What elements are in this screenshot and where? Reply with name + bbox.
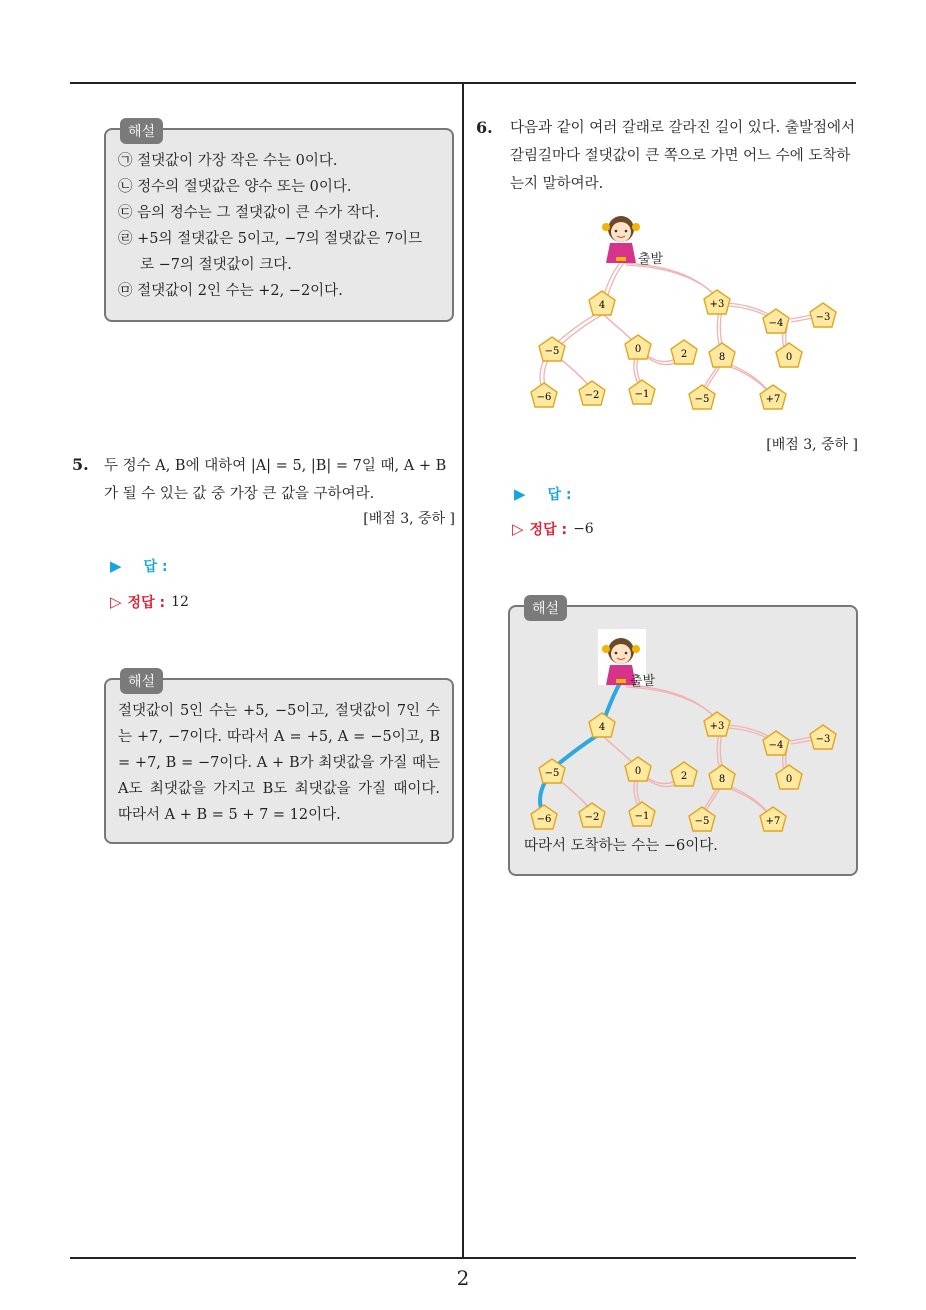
node-label: 0	[634, 344, 642, 355]
node	[709, 343, 735, 367]
explanation-line: ㉠ 절댓값이 가장 작은 수는 0이다.	[118, 153, 338, 169]
node	[579, 803, 605, 827]
node-label: −2	[584, 812, 600, 823]
question-5-meta: [배점 3, 중하 ]	[363, 511, 455, 527]
girl-icon	[602, 216, 640, 263]
node	[539, 337, 565, 361]
explanation-line: ㉤ 절댓값이 2인 수는 +2, −2이다.	[118, 283, 343, 299]
correct-value: −6	[573, 521, 594, 537]
question-6-text: 다음과 같이 여러 갈래로 갈라진 길이 있다. 출발점에서 갈림길마다 절댓값이 큰 쪽으로 가면 어느 수에 도착하는지 말하여라.	[510, 120, 856, 192]
node	[689, 385, 715, 409]
explanation-line: ㉣ +5의 절댓값은 5이고, −7의 절댓값은 7이므	[118, 231, 423, 247]
answer-label: 답 :	[547, 487, 572, 503]
node	[589, 291, 615, 315]
question-6-answer-row	[514, 484, 572, 504]
node	[671, 762, 697, 786]
question-5-number: 5.	[72, 455, 89, 474]
question-6-meta: [배점 3, 중하 ]	[766, 437, 858, 453]
node-label: −5	[694, 816, 710, 827]
node-label: 4	[598, 722, 606, 733]
node-label: −4	[768, 740, 784, 751]
node	[629, 802, 655, 826]
node-label: +3	[709, 721, 725, 732]
highlighted-path	[540, 683, 620, 811]
node	[810, 303, 836, 327]
node-label: 4	[598, 300, 606, 311]
node	[531, 805, 557, 829]
node-label: +3	[709, 299, 725, 310]
node-label: −1	[634, 811, 650, 822]
explanation-tag: 해설	[524, 595, 567, 621]
node-label: −2	[584, 390, 600, 401]
explanation-box-q6	[508, 601, 858, 876]
node-label: −4	[768, 318, 784, 329]
path-tree-diagram	[520, 205, 860, 415]
node	[704, 290, 730, 314]
node-label: −6	[536, 392, 552, 403]
explanation-box-q5	[104, 674, 454, 844]
node-label: −3	[815, 734, 831, 745]
node	[776, 343, 802, 367]
node	[589, 713, 615, 737]
correct-triangle-icon: ▷	[110, 593, 122, 611]
explanation-tag: 해설	[120, 668, 163, 694]
question-5-answer-row	[110, 556, 168, 576]
node	[704, 712, 730, 736]
node	[776, 765, 802, 789]
node-label: 8	[718, 352, 726, 363]
question-5-correct-row	[110, 592, 189, 612]
explanation-line: 로 −7의 절댓값이 크다.	[140, 257, 292, 273]
node-label: 2	[680, 349, 688, 360]
explanation-line: ㉡ 정수의 절댓값은 양수 또는 0이다.	[118, 179, 352, 195]
bottom-rule	[70, 1257, 856, 1259]
node-label: −3	[815, 312, 831, 323]
explanation-q6-text: 따라서 도착하는 수는 −6이다.	[524, 838, 718, 854]
explanation-tag: 해설	[120, 118, 163, 144]
node-label: 0	[785, 774, 793, 785]
node	[579, 381, 605, 405]
explanation-box-prev	[104, 124, 454, 322]
question-5-text: 두 정수 A, B에 대하여 |A| = 5, |B| = 7일 때, A + B가 될 수 있는 값 중 가장 큰 값을 구하여라.	[104, 458, 447, 502]
node-label: 0	[785, 352, 793, 363]
correct-label: 정답 :	[127, 595, 166, 611]
correct-triangle-icon: ▷	[512, 520, 524, 538]
question-6-number: 6.	[476, 118, 493, 137]
node-label: −1	[634, 389, 650, 400]
node-label: −5	[694, 394, 710, 405]
node	[763, 309, 789, 333]
start-label: 출발	[630, 674, 656, 689]
node	[531, 383, 557, 407]
node-label: −6	[536, 814, 552, 825]
node-label: 8	[718, 774, 726, 785]
correct-label: 정답 :	[529, 522, 568, 538]
answer-label: 답 :	[143, 559, 168, 575]
explanation-q5-text: 절댓값이 5인 수는 +5, −5이고, 절댓값이 7인 수는 +7, −7이다. 따라서 A = +5, A = −5이고, B = +7, B = −7이다. A + B가 최댓값을 가질 때는 A도 최댓값을 가지고 B도 최댓값을 가질 때이다. 따라서 A + B = 5 + 7 = 12이다.	[118, 703, 440, 823]
node-label: +7	[765, 816, 781, 827]
node-label: −5	[544, 768, 560, 779]
node	[763, 731, 789, 755]
page-number: 2	[456, 1266, 470, 1290]
node	[689, 807, 715, 831]
answer-triangle-icon: ▶	[514, 485, 526, 503]
node	[625, 757, 651, 781]
question-6-correct-row	[512, 519, 594, 539]
start-label: 출발	[638, 252, 664, 267]
answer-triangle-icon: ▶	[110, 557, 122, 575]
node	[760, 385, 786, 409]
node	[810, 725, 836, 749]
highlighted-tree-diagram	[520, 627, 850, 837]
node	[709, 765, 735, 789]
node	[760, 807, 786, 831]
node	[671, 340, 697, 364]
node	[629, 380, 655, 404]
node-label: 0	[634, 766, 642, 777]
node-label: −5	[544, 346, 560, 357]
node-label: +7	[765, 394, 781, 405]
correct-value: 12	[171, 594, 189, 610]
node-label: 2	[680, 771, 688, 782]
column-divider	[462, 82, 464, 1259]
explanation-line: ㉢ 음의 정수는 그 절댓값이 큰 수가 작다.	[118, 205, 380, 221]
node	[625, 335, 651, 359]
